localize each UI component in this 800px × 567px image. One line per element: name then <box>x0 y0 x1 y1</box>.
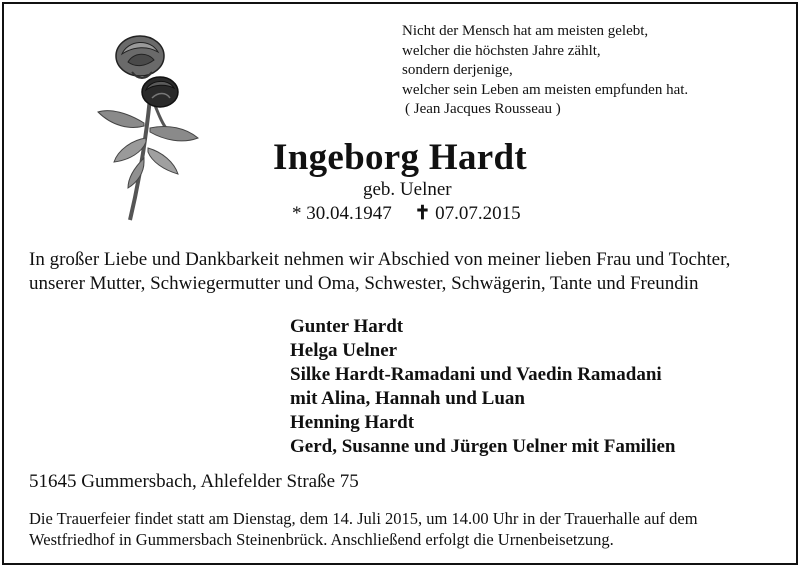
birth-date: * 30.04.1947 <box>292 203 392 224</box>
family-address: 51645 Gummersbach, Ahlefelder Straße 75 <box>29 471 359 492</box>
farewell-line: unserer Mutter, Schwiegermutter und Oma, Schwester, Schwägerin, Tante und Freundin <box>29 273 699 294</box>
farewell-line: In großer Liebe und Dankbarkeit nehmen wir Abschied von meiner lieben Frau und Tochter, <box>29 249 731 270</box>
mourner: Silke Hardt-Ramadani und Vaedin Ramadani <box>290 364 662 385</box>
mourner: Helga Uelner <box>290 340 398 361</box>
born-name: geb. Uelner <box>363 179 452 200</box>
quote-author: ( Jean Jacques Rousseau ) <box>405 101 561 118</box>
farewell-text <box>29 248 730 296</box>
mourner: Gerd, Susanne und Jürgen Uelner mit Familien <box>290 436 676 457</box>
funeral-line: Westfriedhof in Gummersbach Steinenbrück. Anschließend erfolgt die Urnenbeisetzung. <box>29 530 614 549</box>
funeral-line: Die Trauerfeier findet statt am Dienstag, dem 14. Juli 2015, um 14.00 Uhr in der Trauerhalle auf dem <box>29 509 698 528</box>
rose-illustration-icon <box>88 28 208 228</box>
deceased-name: Ingeborg Hardt <box>273 137 527 178</box>
quote-line: welcher sein Leben am meisten empfunden hat. <box>402 81 689 98</box>
mourner: Henning Hardt <box>290 412 415 433</box>
death-date: 07.07.2015 <box>435 203 521 224</box>
quote-line: sondern derjenige, <box>402 62 513 79</box>
mourner: Gunter Hardt <box>290 316 404 337</box>
funeral-info <box>29 508 698 550</box>
cross-icon: ✝ <box>414 203 431 224</box>
life-dates <box>292 202 521 226</box>
quote-block <box>402 22 688 120</box>
mourners-list <box>290 315 675 459</box>
quote-line: Nicht der Mensch hat am meisten gelebt, <box>402 23 649 39</box>
quote-line: welcher die höchsten Jahre zählt, <box>402 42 601 59</box>
mourner: mit Alina, Hannah und Luan <box>290 388 525 409</box>
